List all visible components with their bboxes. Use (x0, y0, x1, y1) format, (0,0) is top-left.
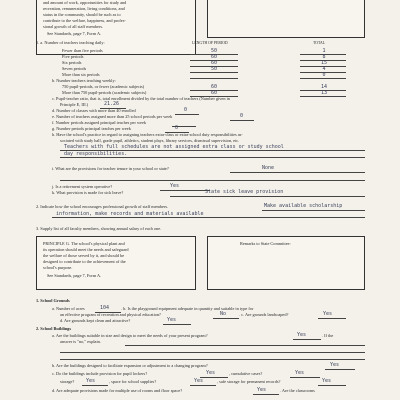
s2-a-value: Yes (297, 332, 307, 338)
q1-k: k. What provision is made for sick leave? (52, 190, 124, 195)
q1-c-value: 21.26 (104, 101, 120, 107)
q1-j: j. Is a retirement system operative? (52, 184, 113, 189)
q1-k-value: State sick leave provision (205, 189, 284, 195)
s2-c-label: c. Do the buildings include provision for pupil lockers? (52, 371, 148, 376)
remarks-box (207, 236, 365, 290)
q1-i: i. What are the provisions for teacher tenure in your school or state? (52, 166, 169, 171)
q1-i-value: None (262, 165, 275, 171)
principle-f-line-3: status in the community, should be such as to (43, 12, 121, 17)
s2-c-storage-label: storage? (60, 379, 75, 384)
principle-f-line-2: recreation, remuneration, living conditions, and (43, 6, 125, 11)
q1-b-heading: b. Number teachers teaching weekly: (52, 78, 116, 83)
s2-d-label: d. Are adequate provisions made for multiple use of rooms and floor space? (52, 388, 183, 393)
q1-f: f. Number periods assigned principal teaches per week (52, 120, 147, 125)
q1-row-total: 8 (322, 54, 326, 60)
section-1-heading: 1. School Grounds (36, 298, 70, 303)
s2-b-label: b. Are the buildings designed to facilitate expansion or adjustment to a changing program? (52, 363, 208, 368)
q1-row-total: 4 (322, 66, 326, 72)
s1-d-label: d. Are grounds kept clean and attractive? (60, 318, 131, 323)
s2-c-storage-value: Yes (86, 378, 96, 384)
q2-answer-1: Make available scholarship (264, 203, 343, 209)
q3-line-1: 3. Supply list of all faculty members, showing annual salary of each one. (36, 226, 162, 231)
s1-b-label: . b. Is the playground equipment adequate in quantity and suitable in type for (121, 306, 254, 311)
s2-c-cumulative-label: , cumulative cases? (229, 371, 263, 376)
s2-d-suffix: . Are the classrooms (280, 388, 315, 393)
q1-e: e. Number of teachers assigned more than 25 school periods per week (52, 114, 173, 119)
q1-d: d. Number of classes with more than 40 enrolled (52, 108, 136, 113)
q2-answer-2: information, make records and materials available (56, 211, 204, 217)
q1-row-total: 1 (322, 48, 326, 54)
q1-c-line-2: Principle E, III.) (60, 102, 89, 107)
principle-g-line-3: the welfare of those served by it, and should be (43, 253, 125, 258)
s2-c-lockers-value: Yes (206, 370, 216, 376)
s2-a-label: a. Are the buildings suitable in size and design to meet the needs of your present program? (52, 333, 208, 338)
q1-row-label: More than six periods (62, 72, 100, 77)
q1-row-length: 50 (210, 48, 218, 54)
q1-row-length: 50 (210, 66, 218, 72)
s1-b-value: No (220, 311, 227, 317)
s2-c-records-value: Yes (322, 378, 332, 384)
principle-f-ref: See Standards, page 7, Form A. (47, 31, 102, 36)
principle-g-line-5: school's purpose. (43, 265, 73, 270)
principle-f-line-5: sional growth of all staff members. (43, 24, 104, 29)
q1-row-length: 60 (210, 60, 218, 66)
q1-b-row-length: 60 (210, 90, 218, 96)
q1-b-row-label: More than 750 pupil-periods (academic subjects) (62, 90, 147, 95)
q1-g-value: 0 (175, 125, 179, 131)
section-2-heading: 2. School Buildings (36, 326, 71, 331)
principle-g-ref: See Standards, page 7, Form A. (47, 273, 102, 278)
s1-b-line-2: an effective program of recreation and physical education? (60, 312, 161, 317)
q1-j-value: Yes (170, 183, 180, 189)
remarks-title: Remarks to State Committee: (240, 241, 291, 246)
principle-g-line-4: designed to contribute to the achievement of the (43, 259, 126, 264)
principle-f-line-1: and amount of work, opportunities for study and (43, 0, 127, 5)
q1-d-value: 0 (184, 107, 188, 113)
s1-a-value: 104 (100, 305, 110, 311)
s1-c-value: Yes (323, 311, 333, 317)
col-total-header: TOTAL (313, 41, 326, 45)
q1-b-row-total: 13 (320, 90, 328, 96)
col-length-header: LENGTH OF PERIOD (192, 41, 228, 45)
s2-a-suffix: . If the (322, 333, 334, 338)
q1-b-row-total: 14 (320, 84, 328, 90)
q1-row-label: Fewer than five periods (62, 48, 103, 53)
q1-row-length: 60 (210, 54, 218, 60)
principle-g-box (36, 236, 196, 290)
q1-row-total: 15 (320, 60, 328, 66)
q1-h-answer-1: Teachers with full schedules are not assigned extra class or study school (64, 144, 284, 150)
s2-a-line-2: answer is "no," explain. (60, 339, 101, 344)
q2-line-1: 2. Indicate how the school encourages professional growth of staff members. (36, 204, 169, 209)
s2-c-records-label: , safe storage for permanent records? (217, 379, 281, 384)
s2-c-supplies-label: , space for school supplies? (109, 379, 157, 384)
q1-h-answer-2: day responsibilities. (64, 151, 128, 157)
q1-b-row-length: 60 (210, 84, 218, 90)
q1-g: g. Number periods principal teaches per week (52, 126, 131, 131)
q1-h-line-2: sociated with study hall, grade pupil, athletics, student plays, library services, dismissal supervision, etc. (60, 138, 240, 143)
q1-e-value: 0 (240, 113, 244, 119)
principle-f-box (36, 0, 196, 55)
q1-h-line-1: h. Have the school's practice in regard to assigning teachers extra-class or extra-school duty responsibilities as- (52, 132, 243, 137)
s1-c-label: . c. Are grounds landscaped? (239, 312, 289, 317)
s1-d-value: Yes (167, 317, 177, 323)
s2-c-supplies-value: Yes (194, 378, 204, 384)
s2-b-value: Yes (330, 362, 340, 368)
q1-row-label: Five periods (62, 54, 84, 59)
principle-g-line-2: its operation should meet the needs and safeguard (43, 247, 129, 252)
q1-c-line-1: c. Pupil-teacher ratio, that is, total enrollment divided by the total number of teachers (Number given in (52, 96, 230, 101)
q1-row-label: Six periods (62, 60, 82, 65)
s2-c-cumulative-value: Yes (295, 370, 305, 376)
s1-a-label: a. Number of acres (52, 306, 85, 311)
q1-heading: 1. a. Number of teachers teaching daily: (36, 40, 105, 45)
s2-d-value: Yes (257, 387, 267, 393)
q1-row-label: Seven periods (62, 66, 87, 71)
q1-row-total: 0 (322, 72, 326, 78)
remarks-box-top (207, 0, 365, 38)
q1-b-row-label: 750 pupil-periods, or fewer (academic subjects) (62, 84, 145, 89)
principle-g-line-1: PRINCIPLE G. The school's physical plant and (43, 241, 125, 246)
principle-f-line-4: contribute to the welfare, happiness, and profes- (43, 18, 126, 23)
